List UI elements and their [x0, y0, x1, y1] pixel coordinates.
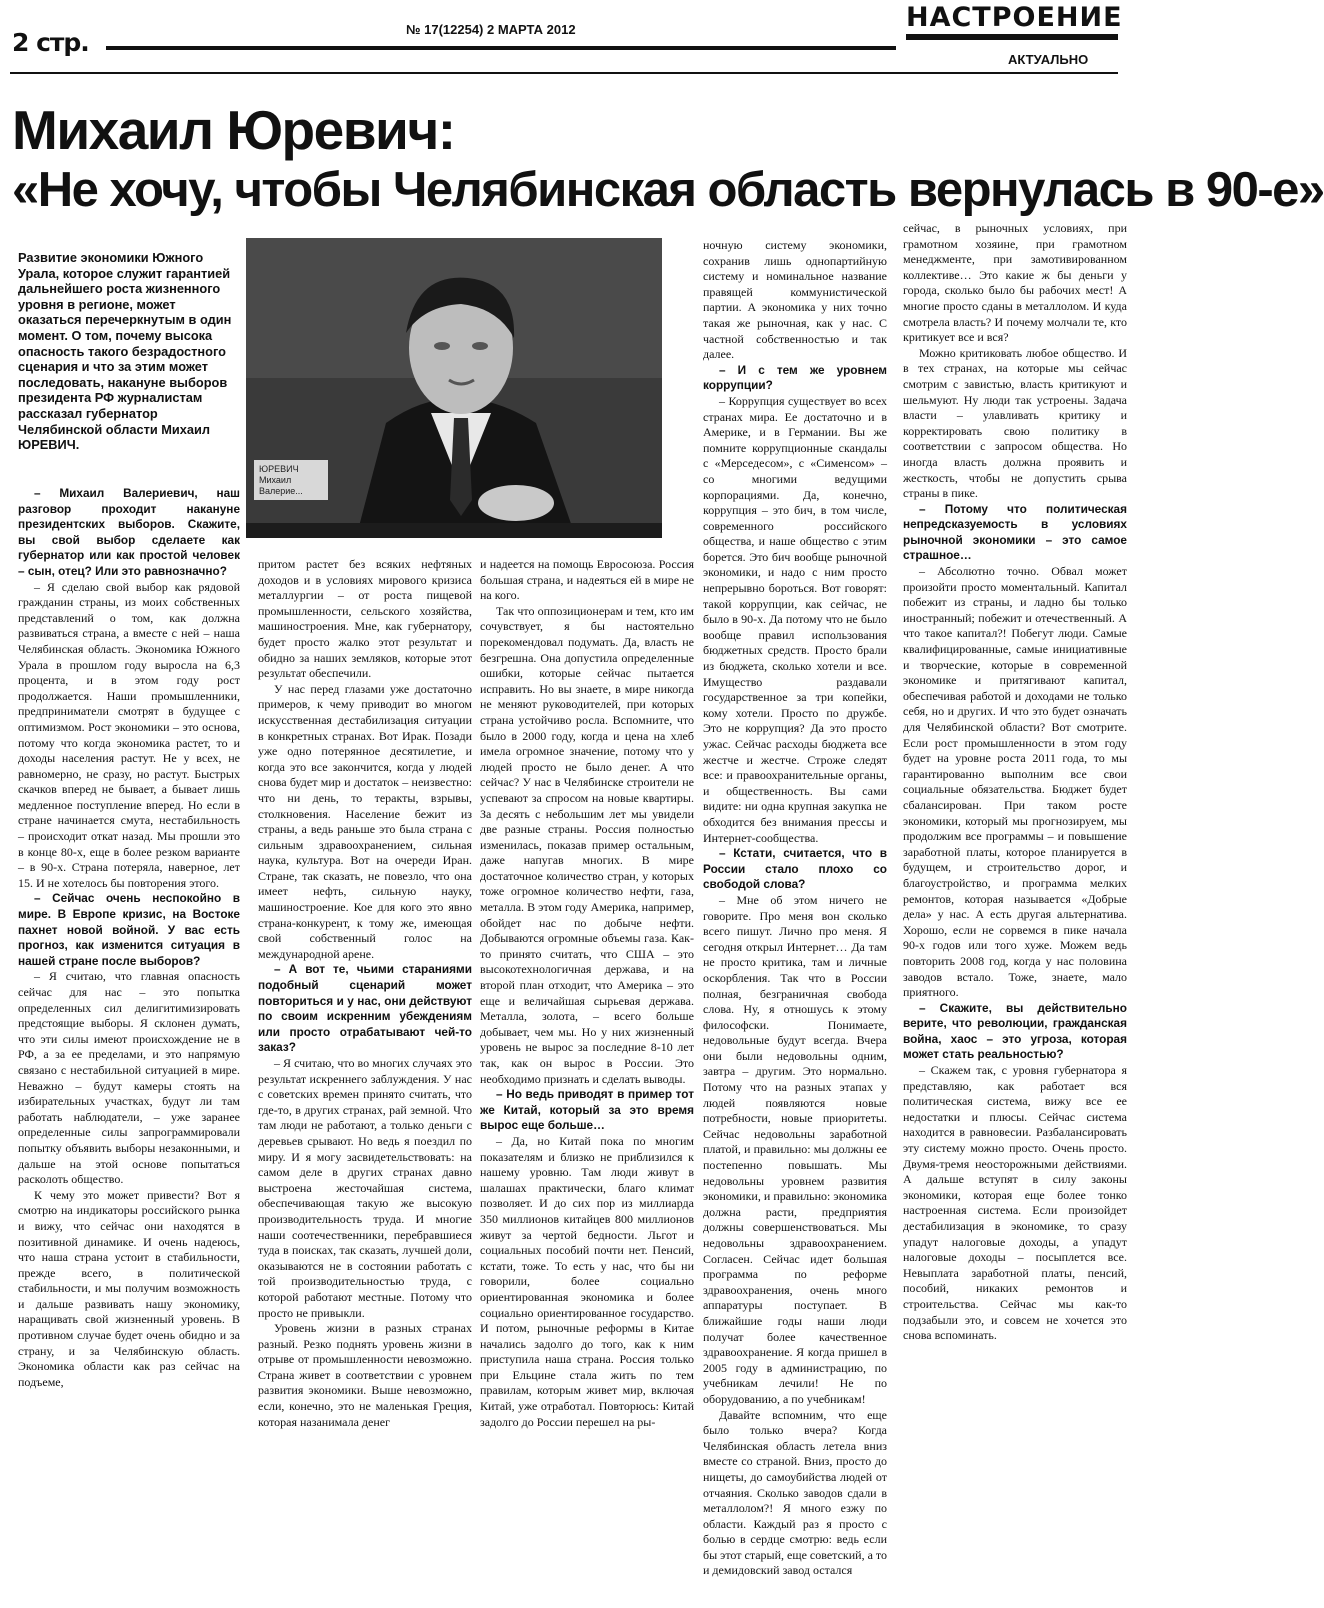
- interview-question: – Кстати, считается, что в России стало плохо со свободой слова?: [703, 846, 887, 892]
- article-paragraph: – Мне об этом ничего не говорите. Про меня вон сколько всего пишут. Лично про меня. Я сегодня открыл Интернет… Да там не просто критика, там и личные оскорбления. Так что в России полная, безграничная свобода слова. Ну, я отношусь к этому философски. Понимаете, недовольные будут всегда. Вчера они были недовольны одним, завтра – другим. Это нормально. Потому что на разных этапах у людей появляются новые потребности, новые приоритеты. Сейчас недовольны заработной платой, и правильно: мы должны ее постепенно повышать. Мы недовольны уровнем развития экономики, и правильно: экономика должна расти, предприятия должны совершенствоваться. Мы недовольны здравоохранением. Согласен. Сейчас идет большая программа по реформе здравоохранения, очень много аппаратуры поступает. В ближайшие годы наши люди получат более качественное здравоохранение. Я когда пришел в 2005 году в администрацию, по учебникам лечили! Не по оборудованию, а по учебникам!: [703, 892, 887, 1406]
- article-paragraph: ночную систему экономики, сохранив лишь однопартийную систему и номинальное название правящей коммунистической партии. А экономика у них точно такая же рыночная, как у нас. С частной собственностью и так далее.: [703, 238, 887, 362]
- subsection-title: АКТУАЛЬНО: [1008, 52, 1089, 67]
- interview-question: – Михаил Валериевич, наш разговор проходит накануне президентских выборов. Скажите, вы свой выбор сделаете как губернатор или как простой человек – сын, отец? Или это равнозначно?: [18, 486, 240, 578]
- interview-question: – Но ведь приводят в пример тот же Китай, который за это время вырос еще больше…: [480, 1087, 694, 1133]
- article-paragraph: и надеется на помощь Евросоюза. Россия большая страна, и надеяться ей в мире не на кого.: [480, 557, 694, 603]
- interview-question: – А вот те, чьими стараниями подобный сценарий может повториться и у нас, они действуют по своим искренним убеждениям или просто отрабатывают чей-то заказ?: [258, 962, 472, 1055]
- article-title: [12, 99, 1324, 220]
- interview-question: – Скажите, вы действительно верите, что революции, гражданская война, хаос – это угроза, которая может стать реальностью?: [903, 1000, 1127, 1062]
- interview-question: – Потому что политическая непредсказуемость в условиях рыночной экономики – это самое страшное…: [903, 501, 1127, 563]
- governor-photo: [246, 238, 662, 538]
- article-paragraph: – Скажем так, с уровня губернатора я представляю, как работает вся политическая система, вижу все ее недостатки и плюсы. Сейчас система находится в равновесии. Разбалансировать эту систему можно просто. Очень просто. Двумя-тремя неосторожными действиями. А дальше вступят в силу законы экономики, которая еще более тонко настроенная система. Если произойдет дестабилизация в экономике, то сразу упадут налоговые доходы, а упадут налоговые доходы – посыплется все. Невыплата заработной платы, пенсий, пособий, никаких ремонтов и строительства. Сейчас мы как-то подзабыли это, и совсем не хочется это снова вспоминать.: [903, 1063, 1127, 1343]
- article-paragraph: – Я считаю, что во многих случаях это результат искреннего заблуждения. У нас с советских времен принято считать, что где-то, в других странах, рай земной. Что там люди не работают, а только деньги с деревьев срывают. Но ведь я поездил по миру. И я могу засвидетельствовать: на самом деле в других странах давно выстроена жесточайшая система, обеспечивающая такую же высокую производительность труда. И многие наши соотечественники, перебравшиеся туда в поисках, так сказать, лучшей доли, оказываются не в состоянии работать с той производительностью труда, с которой работают местные. Потому что просто не привыкли.: [258, 1056, 472, 1320]
- article-paragraph: Давайте вспомним, что еще было только вчера? Когда Челябинская область летела вниз вместе со страной. Вниз, просто до нищеты, до самоубийства людей от отчаяния. Сколько заводов сдали в металлолом?! Я много езжу по области. Каждый раз я просто с болью в сердце смотрю: ведь если бы этот старый, еще советский, а то и демидовский завод остался: [703, 1407, 887, 1578]
- article-paragraph: – Коррупция существует во всех странах мира. Ее достаточно и в Америке, и в Германии. Вы же помните коррупционные скандалы с «Мерседесом», с «Сименсом» – со многими ведущими корпорациями. Да, конечно, коррупция – это бич, в том числе, современного российского общества, и наше общество с этим борется. Это бич вообще рыночной экономики, и надо с ним просто непрерывно бороться. Вот говорят: такой коррупции, как сейчас, не было в 90-х. Да потому что не было вообще правил использования бюджетных средств. Просто брали из бюджета, сколько хотели и все. Имущество раздавали государственное за три копейки, кому хотели. Просто по дружбе. Это не коррупция? Да это просто ужас. Сейчас расходы бюджета все жестче и жестче. Строже следят все: и правоохранительные органы, и общественность. Вы сами видите: ни одна крупная закупка не обходится без внимания прессы и Интернет-сообщества.: [703, 393, 887, 845]
- section-title: НАСТРОЕНИЕ: [906, 2, 1123, 33]
- article-paragraph: – Я сделаю свой выбор как рядовой гражданин страны, из моих собственных представлений о том, как должна развиваться страна, а вместе с ней – наша Челябинская область. Экономика Южного Урала в прошлом году выросла на 6,3 процента, и в этом году рост продолжается. Наши промышленники, предприниматели смотрят в будущее с оптимизмом. Рост экономики – это основа, потому что когда экономика растет, то и доходы населения растут. Не у всех, не равномерно, не сразу, но растут. Быстрых скачков вперед не бывает, а бывает лишь медленное поступление вперед. Но если в стране начинается смута, нестабильность – происходит откат назад. Мы прошли это в конце 80-х, еще в более резком варианте – в 90-х. Страна потеряла, наверное, лет 15. И не хотелось бы повторения этого.: [18, 579, 240, 890]
- article-paragraph: У нас перед глазами уже достаточно примеров, к чему приводит во многом искусственная дестабилизация ситуации в конкретных странах. Вот Ирак. Позади уже одно потерянное десятилетие, и когда это все закончится, когда у людей снова будет мир и достаток – неизвестно: что ни день, то теракты, взрывы, столкновения. Население бежит из страны, а ведь раньше это была страна с сильным здравоохранением, сильная наука, культура. Вот на очереди Иран. Стране, так сказать, не повезло, что она имеет нефть, сильную науку, машиностроение. Кое для кого это явно страна-конкурент, к тому же, имеющая свой собственный голос на международной арене.: [258, 681, 472, 961]
- article-paragraph: – Я считаю, что главная опасность сейчас для нас – это попытка определенных сил делигитимизировать предстоящие выборы. Я склонен думать, что эти силы имеют происхождение не в РФ, а за ее пределами, и это напрямую связано с нестабильной ситуацией в мире. Неважно – будут камеры стоять на избирательных участках, будут ли там работать наблюдатели, – уже заранее определенные силы запрограммировали попытку объявить выборы незаконными, и дальше на этой основе попытаться расколоть общество.: [18, 969, 240, 1187]
- article-paragraph: притом растет без всяких нефтяных доходов и в условиях мирового кризиса металлургии – от роста пищевой промышленности, сельского хозяйства, машиностроения. Мне, как губернатору, будет просто жалко этот результат и обидно за наших земляков, которые этот результат обеспечили.: [258, 557, 472, 681]
- article-lead: Развитие экономики Южного Урала, которое служит гарантией дальнейшего роста жизненного уровня в регионе, может оказаться перечеркнутым в один момент. О том, почему высока опасность такого безрадостного сценария и что за этим может последовать, накануне выборов президента РФ журналистам рассказал губернатор Челябинской области Михаил ЮРЕВИЧ.: [18, 250, 232, 453]
- subheader-rule: [10, 72, 1118, 74]
- section-bar: [906, 34, 1118, 40]
- interview-question: – И с тем же уровнем коррупции?: [703, 362, 887, 393]
- title-line-2: «Не хочу, чтобы Челябинская область вернулась в 90-е»: [12, 163, 1324, 217]
- article-paragraph: – Да, но Китай пока по многим показателям и близко не приблизился к нашему уровню. Там люди живут в шалашах практически, благо климат позволяет. И до сих пор из миллиарда 350 миллионов китайцев 800 миллионов живут за чертой бедности. Льгот и социальных пособий почти нет. Пенсий, кстати, тоже. То есть у нас, что бы ни говорили, более социально ориентированная экономика и более социально ориентированное государство. И потом, рыночные реформы в Китае начались задолго до того, как к ним приступила наша страна. Россия только при Ельцине стала жить по тем правилам, которым живет мир, включая Китай, уже отработал. Повторюсь: Китай задолго до России перешел на ры-: [480, 1133, 694, 1429]
- title-line-1: Михаил Юревич:: [12, 99, 455, 161]
- text-column-1: [18, 486, 240, 1604]
- page-number: 2 стр.: [12, 28, 89, 57]
- article-paragraph: Можно критиковать любое общество. И в тех странах, на которые мы сейчас смотрим с завистью, власть критикуют и шельмуют. Ну люди так устроены. Задача власти – улавливать критику и корректировать свою политику в соответствии с запросом общества. Но иногда власть должна проявить и жесткость, чтобы не допустить срыва страны в пике.: [903, 345, 1127, 501]
- photo-nameplate: ЮРЕВИЧ Михаил Валерие...: [254, 460, 328, 500]
- newspaper-header: [0, 0, 1171, 90]
- article-paragraph: – Абсолютно точно. Обвал может произойти просто моментальный. Капитал побежит из страны, и ладно бы только иностранный; побежит и отечественный. А что такое капитал?! Побегут люди. Самые квалифицированные, самые инициативные и творческие, которые в современной экономике и притягивают капитал, обеспечивая работой и доходами не только себя, но и других. И что это будет означать для Челябинской области? Вот смотрите. Если рост промышленности в этом году будет на уровне роста 2011 года, то мы гарантированно выполним все свои социальные обязательства. Бюджет будет сбалансирован. При таком росте экономики, который мы прогнозируем, мы продолжим все программы – и повышение заработной платы, которое планируется в будущем, и строительство дорог, и благоустройство, и программа мелких ремонтов, которая называется «Добрые дела» у нас. А есть другая альтернатива. Хорошо, если не сорвемся в пике начала 90-х годов или того хуже. Можем ведь повторить 2008 год, когда у нас половина заводов встало. Тоже, знаете, мало приятного.: [903, 564, 1127, 1000]
- article-paragraph: Так что оппозиционерам и тем, кто им сочувствует, я бы настоятельно порекомендовал подумать. Да, власть не безгрешна. Она допустила определенные ошибки, которые сейчас пытается исправить. Но вы знаете, в мире никогда не меняют руководителей, при которых страна устойчиво росла. Вспомните, что было в 2000 году, когда и цена на хлеб имела огромное значение, потому что у людей просто не было денег. А что сейчас? У нас в Челябинске строители не успевают за спросом на новые квартиры. За десять с небольшим лет мы увидели две разные страны. Россия полностью изменилась, показав пример остальным, даже напугав многих. В мире достаточное количество стран, у которых тоже огромное количество нефти, газа, металла. В этом году Америка, например, обойдет нас по добыче нефти. Добываются огромные объемы газа. Как-то принято считать, что США – это высокотехнологичная держава, и на второй план отходит, что Америка – это еще и величайшая сырьевая держава. Металла, золота, – всего больше добывает, чем мы. Но у них жизненный уровень не вырос за последние 8-10 лет так, как он вырос в России. Это необходимо признать и сделать выводы.: [480, 603, 694, 1086]
- article-paragraph: К чему это может привести? Вот я смотрю на индикаторы российского рынка и вижу, что сейчас они находятся в позитивной динамике. И очень надеюсь, что наша страна устоит в стабильности, прежде всего, в политической стабильности, и мы получим возможность и дальше развивать нашу экономику, наращивать свой жизненный уровень. В противном случае будет очень обидно и за страну, и за Челябинскую область. Экономика области как раз сейчас на подъеме,: [18, 1187, 240, 1389]
- text-column-2: [258, 557, 472, 1604]
- text-column-3: [480, 557, 694, 1604]
- interview-question: – Сейчас очень неспокойно в мире. В Европе кризис, на Востоке пахнет новой войной. У вас есть прогноз, как изменится ситуация в нашей стране после выборов?: [18, 891, 240, 968]
- header-rule: [106, 46, 896, 50]
- text-column-5: [903, 221, 1127, 1604]
- text-column-4: [703, 238, 887, 1604]
- article-paragraph: Уровень жизни в разных странах разный. Резко поднять уровень жизни в отрыве от промышленности невозможно. Страна живет в соответствии с уровнем развития экономики. Выше невозможно, если, конечно, это не маленькая Греция, которая назанимала денег: [258, 1321, 472, 1429]
- issue-info: № 17(12254) 2 МАРТА 2012: [406, 22, 576, 37]
- article-paragraph: сейчас, в рыночных условиях, при грамотном хозяине, при грамотном менеджменте, при замотивированном коллективе… Это какие ж бы деньги у города, сколько было бы рабочих мест! А многие просто сданы в металлолом. И куда смотрела власть? И почему молчали те, кто критикует все и вся?: [903, 221, 1127, 345]
